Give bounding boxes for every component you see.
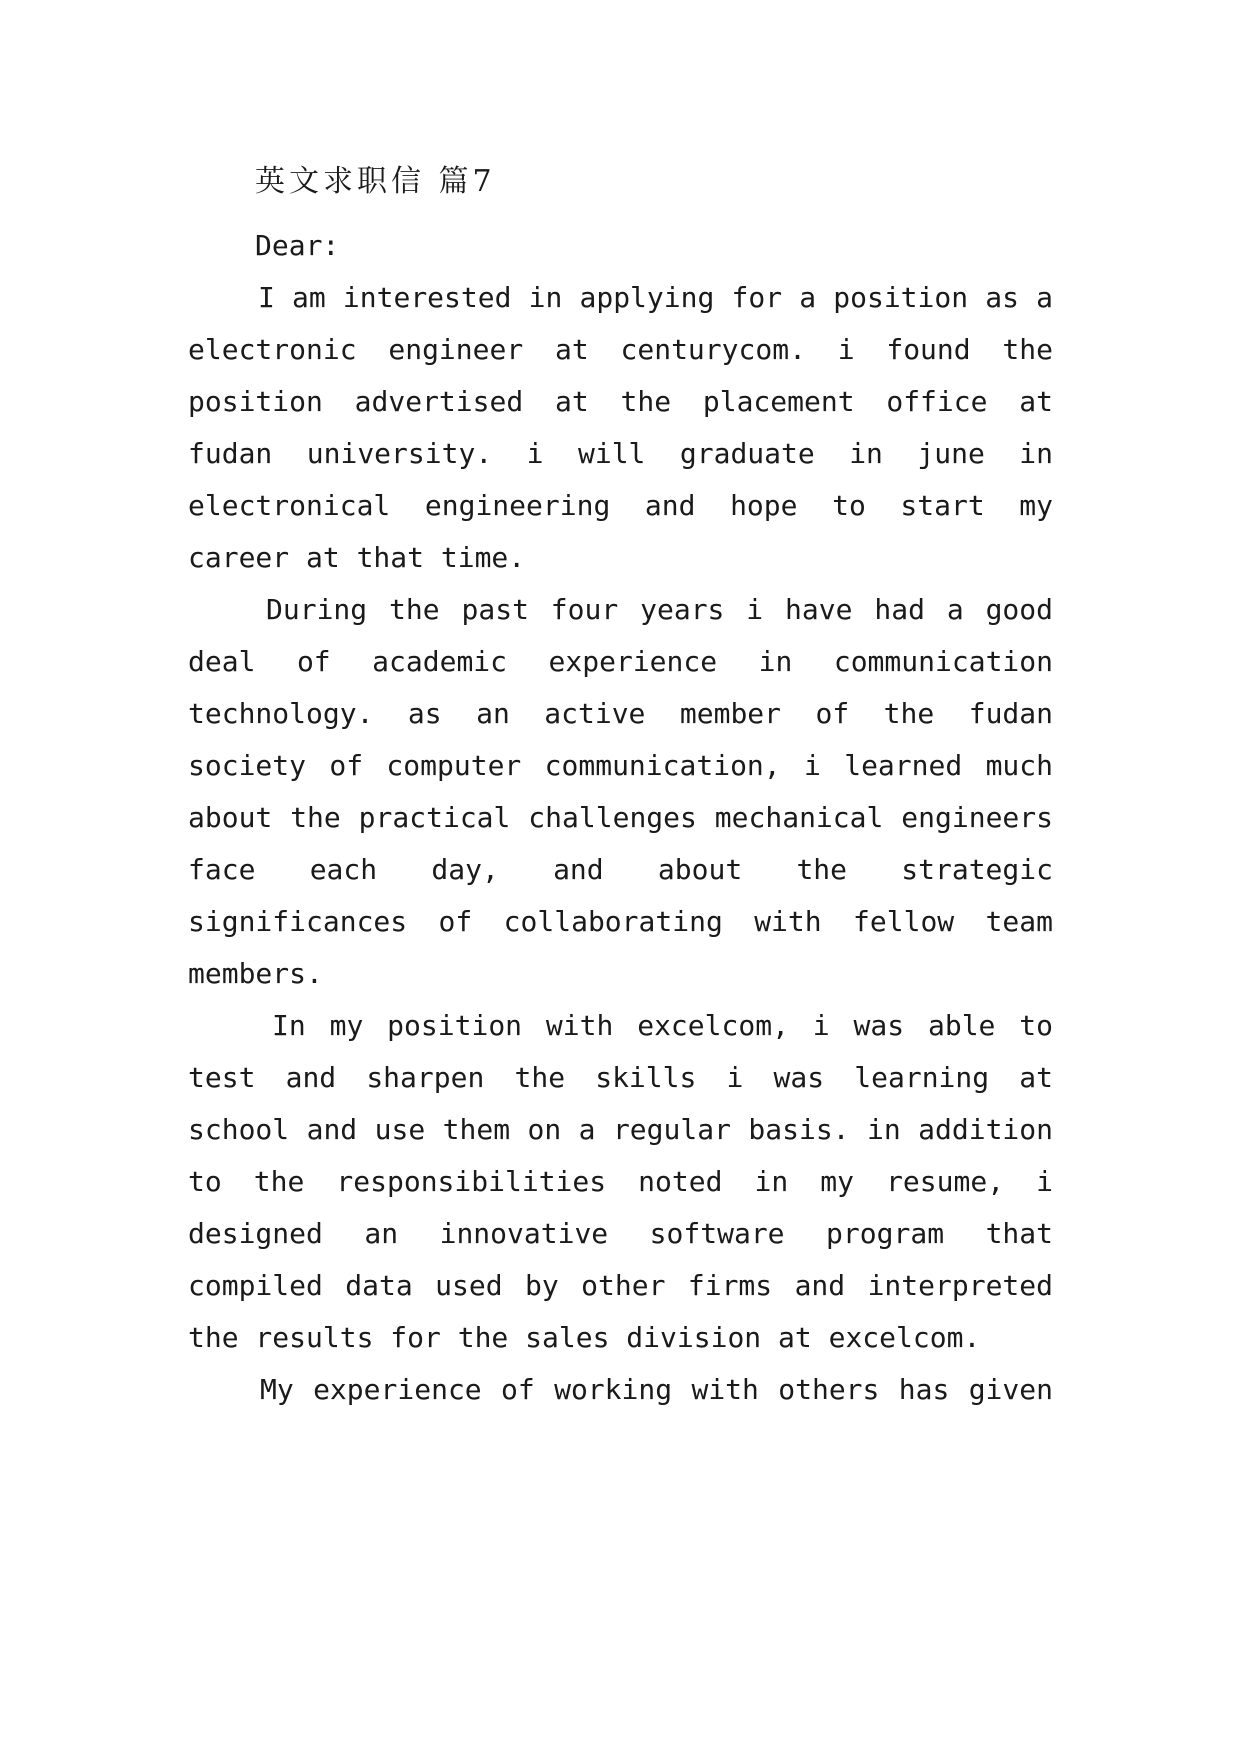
paragraph-4-line-1: My experience of working with others has given <box>260 1373 1053 1406</box>
paragraph-3-line-5: designed an innovative software program that <box>188 1217 1053 1250</box>
paragraph-3-line-4: to the responsibilities noted in my resume, i <box>188 1165 1053 1198</box>
paragraph-1-line-5: electronical engineering and hope to start my <box>188 489 1053 522</box>
paragraph-1-line-3: position advertised at the placement office at <box>188 385 1053 418</box>
paragraph-1-line-1: I am interested in applying for a position as a <box>258 281 1053 314</box>
paragraph-1-line-2: electronic engineer at centurycom. i found the <box>188 333 1053 366</box>
paragraph-2-line-7: significances of collaborating with fellow team <box>188 905 1053 938</box>
paragraph-1-line-4: fudan university. i will graduate in june in <box>188 437 1053 470</box>
paragraph-2-line-3: technology. as an active member of the fudan <box>188 697 1053 730</box>
paragraph-3-line-3: school and use them on a regular basis. in addition <box>188 1113 1053 1146</box>
paragraph-2-line-1: During the past four years i have had a good <box>266 593 1053 626</box>
paragraph-3-line-2: test and sharpen the skills i was learning at <box>188 1061 1053 1094</box>
paragraph-2-line-4: society of computer communication, i learned much <box>188 749 1053 782</box>
paragraph-3-line-6: compiled data used by other firms and interpreted <box>188 1269 1053 1302</box>
paragraph-2-line-8: members. <box>188 957 323 990</box>
paragraph-2-line-5: about the practical challenges mechanical engineers <box>188 801 1053 834</box>
salutation: Dear: <box>255 229 340 262</box>
paragraph-3-line-1: In my position with excelcom, i was able to <box>272 1009 1053 1042</box>
paragraph-1-line-6: career at that time. <box>188 541 526 574</box>
paragraph-3-line-7: the results for the sales division at excelcom. <box>188 1321 981 1354</box>
document-heading: 英文求职信 篇7 <box>255 164 496 199</box>
paragraph-2-line-6: face each day, and about the strategic <box>188 853 1053 886</box>
paragraph-2-line-2: deal of academic experience in communication <box>188 645 1053 678</box>
